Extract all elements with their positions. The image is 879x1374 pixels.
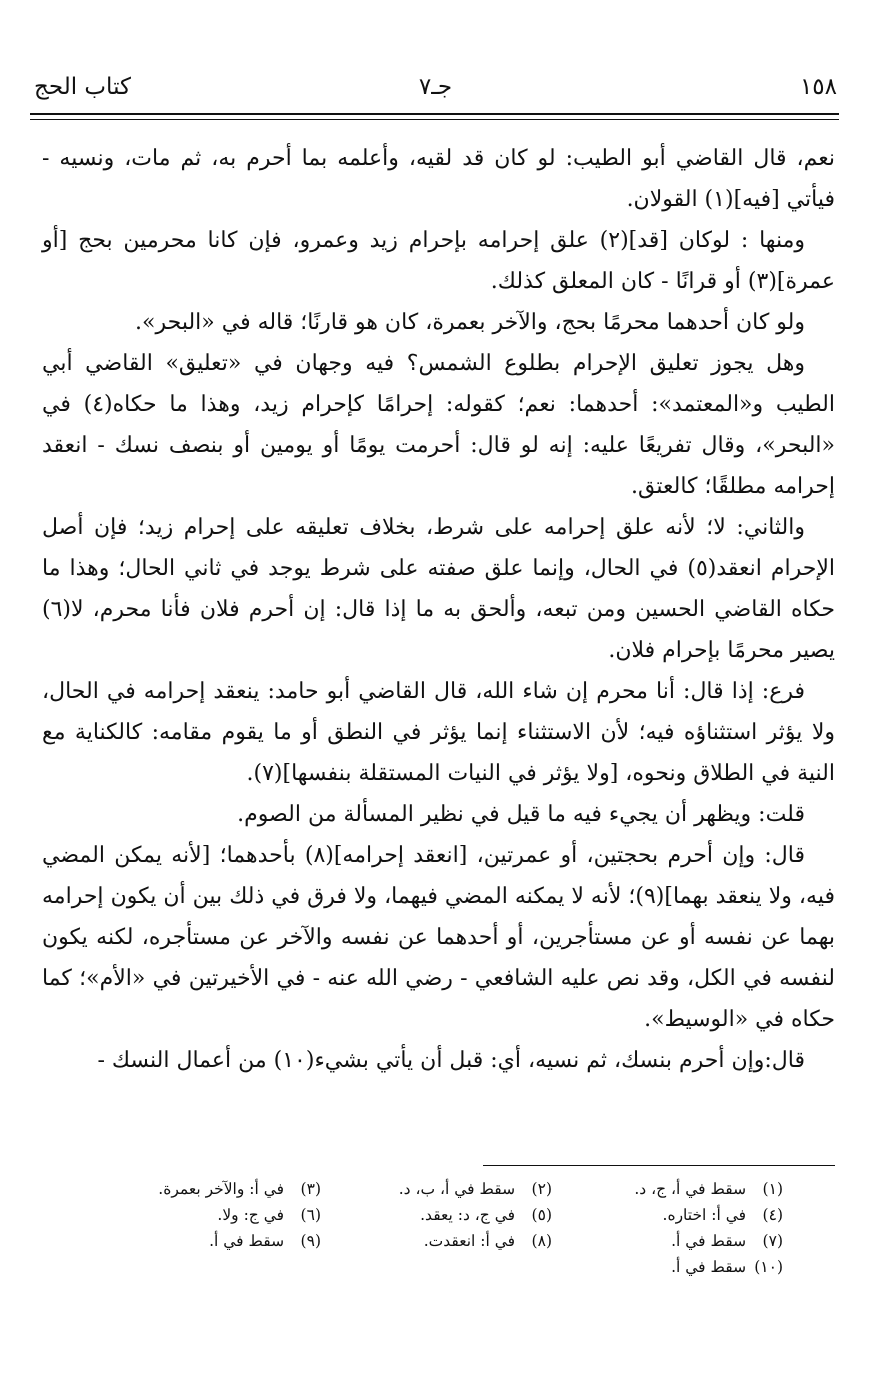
footnote-number: (٩)	[300, 1232, 321, 1250]
footnote-number: (٥)	[531, 1206, 552, 1224]
page-header	[34, 70, 837, 110]
footnote-number: (١٠)	[754, 1258, 783, 1276]
paragraph: وهل يجوز تعليق الإحرام بطلوع الشمس؟ فيه وجهان في «تعليق» القاضي أبي الطيب و«المعتمد»: أحدهما: نعم؛ كقوله: إحرامًا كإحرام زيد، وهذا ما حكاه(٤) في «البحر»، وقال تفريعًا عليه: إنه لو قال: أحرمت يومًا أو يومين أو بنصف نسك - انعقد إحرامه مطلقًا؛ كالعتق.	[42, 351, 835, 499]
footnote-text: في أ: والآخر بعمرة.	[158, 1180, 285, 1198]
footnote	[552, 1202, 783, 1228]
page-number: ١٥٨	[799, 74, 837, 100]
footnote-text: سقط في أ، ب، د.	[398, 1180, 516, 1198]
footnote-text: سقط في أ.	[209, 1232, 285, 1250]
footnotes	[90, 1176, 783, 1280]
footnote-number: (٧)	[762, 1232, 783, 1250]
header-rule-thick	[30, 113, 839, 115]
book-title: كتاب الحج	[34, 74, 131, 100]
footnote-row	[90, 1254, 783, 1280]
paragraph: فرع: إذا قال: أنا محرم إن شاء الله، قال القاضي أبو حامد: ينعقد إحرامه في الحال، ولا يؤثر استثناؤه فيه؛ لأن الاستثناء إنما يؤثر في النطق أو ما يقوم مقامه: كالكناية مع النية في الطلاق ونحوه، [ولا يؤثر في النيات المستقلة بنفسها](٧).	[42, 679, 835, 786]
footnote-separator	[483, 1165, 835, 1166]
footnote	[552, 1176, 783, 1202]
paragraph: قال:وإن أحرم بنسك، ثم نسيه، أي: قبل أن يأتي بشيء(١٠) من أعمال النسك -	[97, 1048, 805, 1073]
footnote-row	[90, 1176, 783, 1202]
paragraph: قال: وإن أحرم بحجتين، أو عمرتين، [انعقد إحرامه](٨) بأحدهما؛ [لأنه يمكن المضي فيه، ولا ينعقد بهما](٩)؛ لأنه لا يمكنه المضي فيهما، ولا فرق في ذلك بين أن يكون إحرامه بهما عن نفسه أو عن مستأجرين، أو أحدهما عن نفسه والآخر عن مستأجره، لكنه يكون لنفسه في الكل، وقد نص عليه الشافعي - رضي الله عنه - في الأخيرتين في «الأم»؛ كما حكاه في «الوسيط».	[42, 843, 835, 1032]
footnote-text: سقط في أ.	[671, 1258, 747, 1276]
header-rule-thin	[30, 119, 839, 120]
footnote-text: سقط في أ.	[671, 1232, 747, 1250]
footnote	[547, 1254, 783, 1280]
paragraph: ولو كان أحدهما محرمًا بحج، والآخر بعمرة، كان هو قارنًا؛ قاله في «البحر».	[135, 310, 805, 335]
paragraph: قلت: ويظهر أن يجيء فيه ما قيل في نظير المسألة من الصوم.	[237, 802, 805, 827]
footnote-text: في أ: اختاره.	[662, 1206, 747, 1224]
paragraph: نعم، قال القاضي أبو الطيب: لو كان قد لقيه، وأعلمه بما أحرم به، ثم مات، ونسيه - فيأتي [فيه](١) القولان.	[42, 146, 835, 212]
footnote	[321, 1202, 552, 1228]
footnote	[552, 1228, 783, 1254]
paragraph: ومنها : لوكان [قد](٢) علق إحرامه بإحرام زيد وعمرو، فإن كانا محرمين بحج [أو عمرة](٣) أو قرانًا - كان المعلق كذلك.	[42, 228, 835, 294]
volume-label: جـ٧	[418, 74, 453, 100]
footnote-number: (٨)	[531, 1232, 552, 1250]
footnote	[90, 1228, 321, 1254]
footnote-number: (٤)	[762, 1206, 783, 1224]
footnote-text: في ج، د: يعقد.	[420, 1206, 516, 1224]
paragraph: والثاني: لا؛ لأنه علق إحرامه على شرط، بخلاف تعليقه على إحرام زيد؛ فإن أصل الإحرام انعقد(٥) في الحال، وإنما علق صفته على شرط يوجد في ثاني الحال؛ وهذا ما حكاه القاضي الحسين ومن تبعه، وألحق به ما إذا قال: إن أحرم فلان فأنا محرم، لا(٦) يصير محرمًا بإحرام فلان.	[42, 515, 835, 663]
footnote-text: في أ: انعقدت.	[423, 1232, 516, 1250]
footnote	[321, 1228, 552, 1254]
footnote-row	[90, 1202, 783, 1228]
footnote	[90, 1202, 321, 1228]
footnote-text: سقط في أ، ج، د.	[634, 1180, 747, 1198]
footnote-text: في ج: ولا.	[217, 1206, 285, 1224]
main-text	[42, 138, 835, 1081]
footnote-number: (٢)	[531, 1180, 552, 1198]
footnote-number: (٣)	[300, 1180, 321, 1198]
footnote-number: (١)	[762, 1180, 783, 1198]
footnote-number: (٦)	[300, 1206, 321, 1224]
footnote-row	[90, 1228, 783, 1254]
footnote	[321, 1176, 552, 1202]
footnote	[90, 1176, 321, 1202]
